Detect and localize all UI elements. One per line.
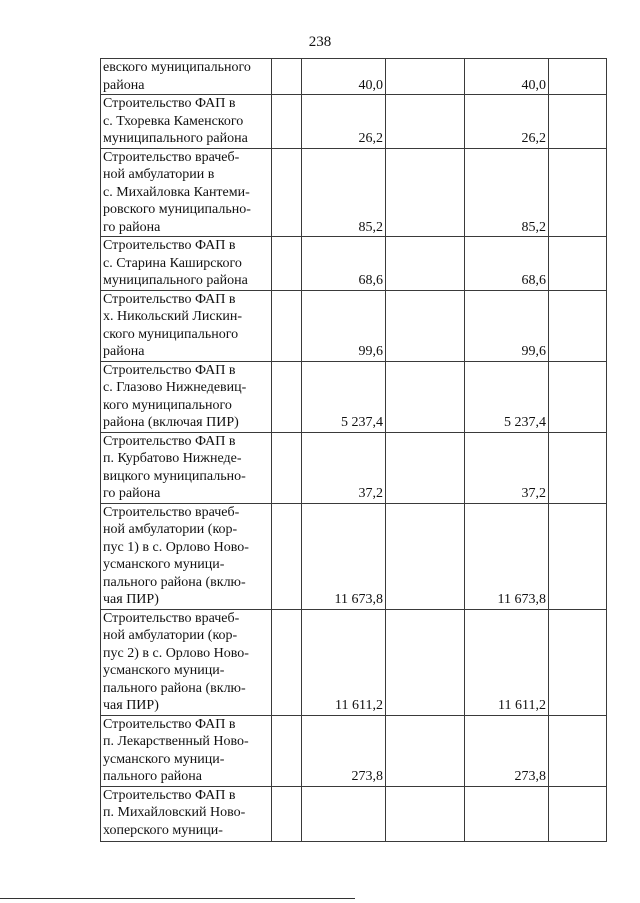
amount-cell-text: 99,6 bbox=[358, 344, 383, 359]
item-name-line: ского муниципального bbox=[103, 326, 239, 342]
amount-cell-2 bbox=[465, 148, 549, 237]
item-name-line: района bbox=[103, 77, 145, 93]
amount-cell bbox=[302, 715, 386, 786]
item-name-line: Строительство ФАП в bbox=[103, 362, 236, 378]
item-name-line: кого муниципального bbox=[103, 397, 232, 413]
item-name-line: евского муниципального bbox=[103, 60, 251, 75]
empty-cell bbox=[272, 290, 302, 361]
empty-cell bbox=[272, 95, 302, 149]
amount-cell-text: 11 673,8 bbox=[334, 592, 383, 607]
amount-cell-2-text: 85,2 bbox=[521, 219, 546, 235]
amount-cell-2 bbox=[465, 432, 549, 503]
item-name-line: пального района (вклю- bbox=[103, 680, 246, 696]
amount-cell-2 bbox=[465, 95, 549, 149]
item-name-line: ровского муниципально- bbox=[103, 202, 251, 217]
amount-cell-2 bbox=[465, 59, 549, 95]
amount-cell-2 bbox=[465, 290, 549, 361]
empty-cell bbox=[549, 59, 607, 95]
item-name-cell bbox=[101, 237, 272, 291]
item-name-line: с. Старина Каширского bbox=[103, 255, 242, 271]
empty-cell bbox=[386, 361, 465, 432]
amount-cell-2 bbox=[465, 715, 549, 786]
item-name-line: Строительство ФАП в bbox=[103, 433, 236, 449]
amount-cell-text: 5 237,4 bbox=[341, 415, 383, 430]
item-name-line: усманского муници- bbox=[103, 557, 225, 572]
item-name-line: района (включая ПИР) bbox=[103, 415, 239, 430]
item-name-line: усманского муници- bbox=[103, 751, 225, 767]
amount-cell-2-text: 37,2 bbox=[521, 486, 546, 501]
item-name-line: го района bbox=[103, 486, 161, 501]
empty-cell bbox=[549, 609, 607, 715]
empty-cell bbox=[549, 432, 607, 503]
amount-cell bbox=[302, 432, 386, 503]
budget-table bbox=[100, 58, 607, 842]
amount-cell-2 bbox=[465, 609, 549, 715]
item-name-line: п. Курбатово Нижнеде- bbox=[103, 451, 242, 466]
item-name-cell bbox=[101, 361, 272, 432]
empty-cell bbox=[272, 148, 302, 237]
item-name-line: с. Глазово Нижнедевиц- bbox=[103, 380, 247, 395]
table-row bbox=[101, 715, 607, 786]
empty-cell bbox=[272, 715, 302, 786]
empty-cell bbox=[549, 503, 607, 609]
empty-cell bbox=[272, 432, 302, 503]
empty-cell bbox=[549, 148, 607, 237]
amount-cell-2-text: 99,6 bbox=[521, 344, 546, 359]
empty-cell bbox=[386, 290, 465, 361]
item-name-line: Строительство ФАП в bbox=[103, 238, 236, 253]
amount-cell-text: 37,2 bbox=[358, 486, 383, 501]
table-row bbox=[101, 361, 607, 432]
amount-cell-2-text: 11 673,8 bbox=[497, 592, 546, 607]
page-number: 238 bbox=[308, 34, 332, 50]
item-name-line: го района bbox=[103, 219, 161, 235]
item-name-line: вицкого муниципально- bbox=[103, 468, 246, 484]
item-name-line: пус 2) в с. Орлово Ново- bbox=[103, 645, 249, 661]
amount-cell bbox=[302, 237, 386, 291]
empty-cell bbox=[386, 786, 465, 842]
item-name-line: Строительство врачеб- bbox=[103, 504, 240, 520]
empty-cell bbox=[272, 361, 302, 432]
amount-cell-2-text: 68,6 bbox=[521, 273, 546, 288]
table-row bbox=[101, 503, 607, 609]
item-name-line: чая ПИР) bbox=[103, 592, 159, 607]
amount-cell-2 bbox=[465, 237, 549, 291]
item-name-line: района bbox=[103, 344, 145, 359]
amount-cell-2 bbox=[465, 503, 549, 609]
amount-cell-2-text: 5 237,4 bbox=[504, 415, 546, 430]
item-name-line: Строительство ФАП в bbox=[103, 716, 236, 732]
item-name-line: Строительство ФАП в bbox=[103, 291, 236, 307]
item-name-line: муниципального района bbox=[103, 273, 248, 288]
amount-cell-text: 68,6 bbox=[358, 273, 383, 288]
item-name-line: Строительство ФАП в bbox=[103, 787, 236, 803]
empty-cell bbox=[386, 609, 465, 715]
amount-cell bbox=[302, 290, 386, 361]
item-name-cell bbox=[101, 59, 272, 95]
amount-cell-2-text: 11 611,2 bbox=[498, 698, 546, 713]
item-name-line: Строительство врачеб- bbox=[103, 149, 240, 165]
item-name-cell bbox=[101, 95, 272, 149]
empty-cell bbox=[549, 237, 607, 291]
amount-cell-2 bbox=[465, 361, 549, 432]
table-row bbox=[101, 609, 607, 715]
item-name-line: Строительство ФАП в bbox=[103, 96, 236, 111]
item-name-line: хоперского муници- bbox=[103, 822, 223, 838]
amount-cell-2-text: 26,2 bbox=[521, 131, 546, 146]
item-name-cell bbox=[101, 715, 272, 786]
table-row bbox=[101, 237, 607, 291]
item-name-line: ной амбулатории (кор- bbox=[103, 522, 238, 537]
amount-cell-text: 85,2 bbox=[358, 219, 383, 235]
empty-cell bbox=[549, 95, 607, 149]
empty-cell bbox=[272, 609, 302, 715]
item-name-cell bbox=[101, 148, 272, 237]
empty-cell bbox=[386, 237, 465, 291]
empty-cell bbox=[386, 59, 465, 95]
item-name-cell bbox=[101, 786, 272, 842]
amount-cell-2-text: 40,0 bbox=[521, 77, 546, 93]
item-name-line: ной амбулатории (кор- bbox=[103, 628, 238, 643]
table-row bbox=[101, 95, 607, 149]
empty-cell bbox=[272, 59, 302, 95]
empty-cell bbox=[549, 786, 607, 842]
amount-cell-text: 11 611,2 bbox=[335, 698, 383, 713]
table-row bbox=[101, 786, 607, 842]
item-name-line: Строительство врачеб- bbox=[103, 610, 240, 626]
amount-cell bbox=[302, 786, 386, 842]
item-name-line: чая ПИР) bbox=[103, 698, 159, 713]
table-row bbox=[101, 432, 607, 503]
item-name-cell bbox=[101, 503, 272, 609]
item-name-line: х. Никольский Лискин- bbox=[103, 309, 243, 324]
table-row bbox=[101, 290, 607, 361]
amount-cell bbox=[302, 503, 386, 609]
item-name-cell bbox=[101, 432, 272, 503]
empty-cell bbox=[386, 95, 465, 149]
amount-cell-2 bbox=[465, 786, 549, 842]
empty-cell bbox=[272, 237, 302, 291]
amount-cell-text: 40,0 bbox=[358, 77, 383, 93]
empty-cell bbox=[386, 148, 465, 237]
table-row bbox=[101, 148, 607, 237]
amount-cell bbox=[302, 609, 386, 715]
empty-cell bbox=[386, 503, 465, 609]
table-body bbox=[101, 59, 607, 842]
item-name-line: с. Михайловка Кантеми- bbox=[103, 184, 250, 200]
item-name-line: пус 1) в с. Орлово Ново- bbox=[103, 539, 249, 555]
amount-cell bbox=[302, 361, 386, 432]
item-name-line: ной амбулатории в bbox=[103, 167, 215, 182]
amount-cell-text: 273,8 bbox=[351, 769, 383, 784]
empty-cell bbox=[272, 786, 302, 842]
empty-cell bbox=[549, 715, 607, 786]
item-name-line: п. Михайловский Ново- bbox=[103, 805, 246, 820]
item-name-cell bbox=[101, 290, 272, 361]
amount-cell-2-text: 273,8 bbox=[514, 769, 546, 784]
item-name-cell bbox=[101, 609, 272, 715]
empty-cell bbox=[386, 715, 465, 786]
amount-cell bbox=[302, 148, 386, 237]
table-row bbox=[101, 59, 607, 95]
item-name-line: с. Тхоревка Каменского bbox=[103, 113, 244, 129]
empty-cell bbox=[386, 432, 465, 503]
amount-cell bbox=[302, 95, 386, 149]
amount-cell bbox=[302, 59, 386, 95]
empty-cell bbox=[549, 290, 607, 361]
amount-cell-text: 26,2 bbox=[358, 131, 383, 146]
item-name-line: пального района (вклю- bbox=[103, 574, 246, 590]
empty-cell bbox=[272, 503, 302, 609]
item-name-line: п. Лекарственный Ново- bbox=[103, 734, 249, 749]
item-name-line: усманского муници- bbox=[103, 663, 225, 678]
footer-rule bbox=[0, 898, 355, 899]
item-name-line: муниципального района bbox=[103, 131, 248, 146]
item-name-line: пального района bbox=[103, 769, 202, 784]
empty-cell bbox=[549, 361, 607, 432]
